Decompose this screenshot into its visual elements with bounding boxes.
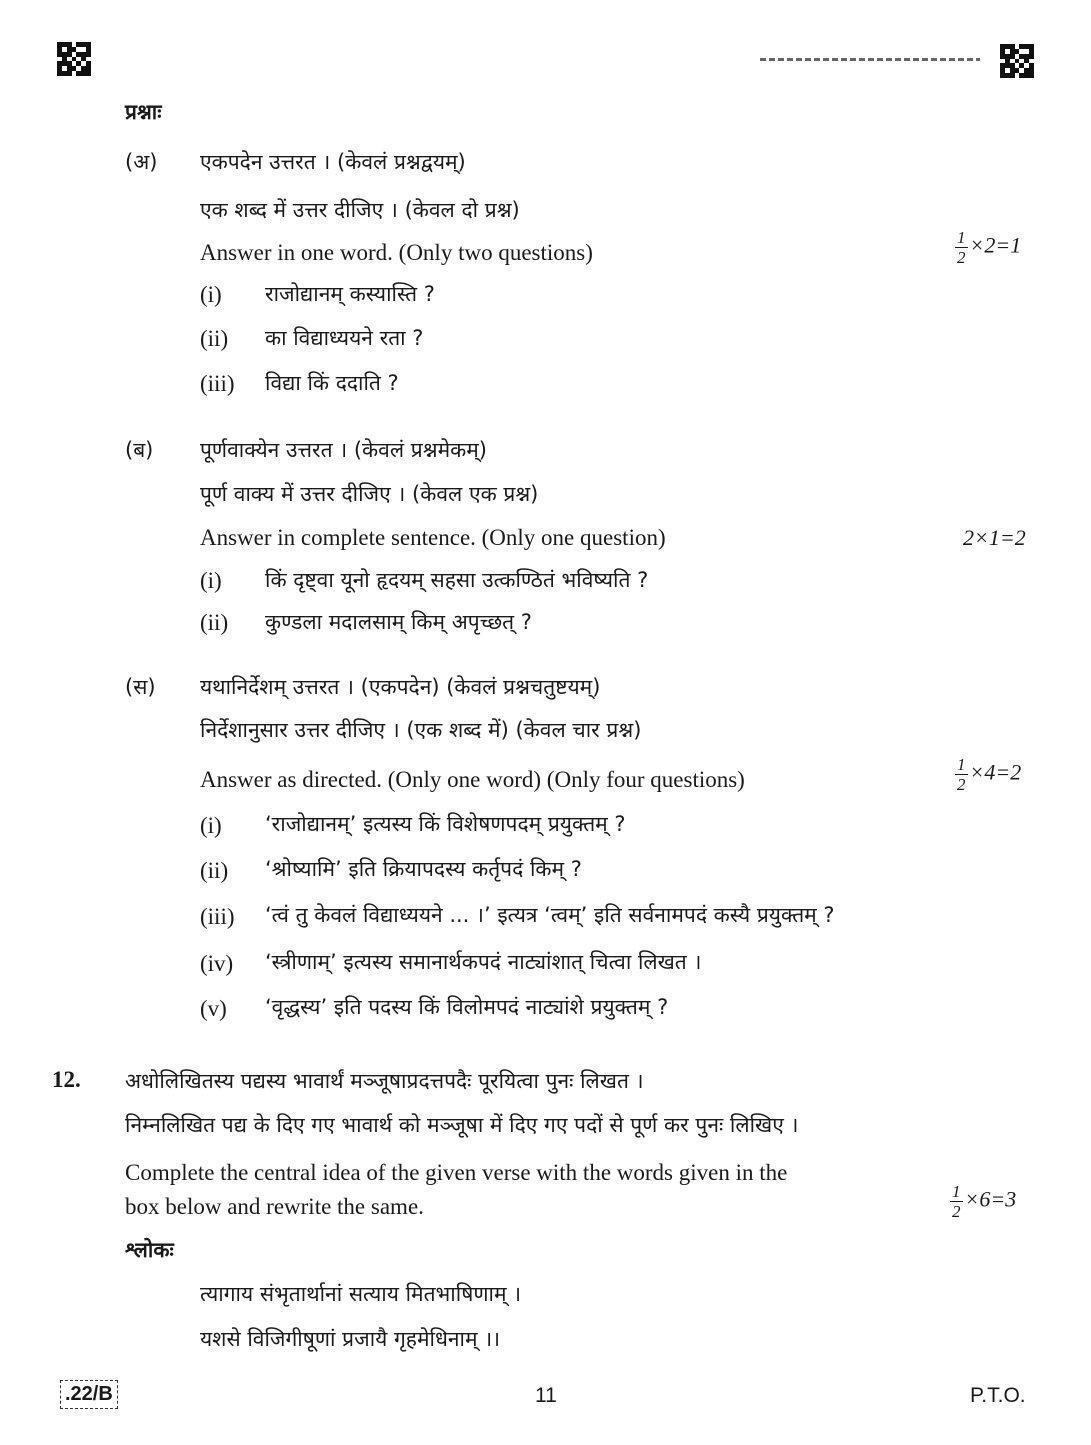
question-12-hindi: निम्नलिखित पद्य के दिए गए भावार्थ को मञ्जूषा में दिए गए पदों से पूर्ण कर पुनः लिखिए । <box>125 1113 799 1137</box>
question-12-english-line-2: box below and rewrite the same. <box>125 1194 424 1219</box>
section-a-item-number: (ii) <box>200 326 229 351</box>
section-c-item-text: ‘स्त्रीणाम्’ इत्यस्य समानार्थकपदं नाट्यांशात् चित्वा लिखत । <box>265 950 702 974</box>
section-c-item-number: (i) <box>200 813 222 838</box>
section-b-item-number: (ii) <box>200 610 229 635</box>
prashna-heading: प्रश्नाः <box>125 100 162 124</box>
section-c-item-number: (v) <box>200 996 227 1021</box>
section-c-marks: $\frac{1}{2}$ ×4=2 <box>957 755 1022 794</box>
section-b-hindi: पूर्ण वाक्य में उत्तर दीजिए । (केवल एक प्रश्न) <box>200 482 539 506</box>
section-a-item-number: (iii) <box>200 371 235 396</box>
qr-code-left-icon <box>57 42 91 76</box>
page-number: 11 <box>535 1384 557 1407</box>
section-a-english: Answer in one word. (Only two questions) <box>200 240 593 265</box>
section-a-item-text: राजोद्यानम् कस्यास्ति ? <box>265 282 435 306</box>
section-a-item-text: विद्या किं ददाति ? <box>265 371 399 395</box>
section-a-sanskrit: एकपदेन उत्तरत । (केवलं प्रश्नद्वयम्) <box>200 150 466 174</box>
section-c-hindi: निर्देशानुसार उत्तर दीजिए । (एक शब्द में) (केवल चार प्रश्न) <box>200 718 642 742</box>
section-c-item-number: (iii) <box>200 904 235 929</box>
question-12-marks: $\frac{1}{2}$ ×6=3 <box>952 1182 1017 1221</box>
section-c-item-number: (iv) <box>200 951 234 976</box>
question-12-number: 12. <box>52 1067 81 1092</box>
qr-code-right-icon <box>1000 44 1034 78</box>
question-12-english-line-1: Complete the central idea of the given verse with the words given in the <box>125 1160 788 1185</box>
section-b-english: Answer in complete sentence. (Only one question) <box>200 525 666 550</box>
section-c-item-text: ‘श्रोष्यामि’ इति क्रियापदस्य कर्तृपदं किम् ? <box>265 857 582 881</box>
section-b-item-text: कुण्डला मदालसाम् किम् अपृच्छत् ? <box>265 610 532 634</box>
section-c-label: (स) <box>125 675 156 699</box>
shlok-line-1: त्यागाय संभृतार्थानां सत्याय मितभाषिणाम् । <box>200 1282 522 1306</box>
section-c-english: Answer as directed. (Only one word) (Only four questions) <box>200 767 745 792</box>
section-c-item-number: (ii) <box>200 858 229 883</box>
shlok-line-2: यशसे विजिगीषूणां प्रजायै गृहमेधिनाम् ।। <box>200 1327 501 1351</box>
section-c-item-text: ‘वृद्धस्य’ इति पदस्य किं विलोमपदं नाट्यांशे प्रयुक्तम् ? <box>265 995 669 1019</box>
paper-code: .22/B <box>60 1380 118 1409</box>
section-a-item-text: का विद्याध्ययने रता ? <box>265 326 424 350</box>
section-b-sanskrit: पूर्णवाक्येन उत्तरत । (केवलं प्रश्नमेकम्) <box>200 438 488 462</box>
section-b-marks: 2×1=2 <box>963 525 1026 550</box>
section-b-label: (ब) <box>125 438 154 462</box>
section-b-item-text: किं दृष्ट्वा यूनो हृदयम् सहसा उत्कण्ठितं भविष्यति ? <box>265 568 649 592</box>
section-a-hindi: एक शब्द में उत्तर दीजिए । (केवल दो प्रश्न) <box>200 198 520 222</box>
section-b-item-number: (i) <box>200 568 222 593</box>
question-12-sanskrit: अधोलिखितस्य पद्यस्य भावार्थं मञ्जूषाप्रदत्तपदैः पूरयित्वा पुनः लिखत । <box>125 1069 644 1093</box>
shlok-label: श्लोकः <box>125 1238 174 1262</box>
pto-label: P.T.O. <box>970 1384 1026 1407</box>
section-c-item-text: ‘त्वं तु केवलं विद्याध्ययने ... ।’ इत्यत्र ‘त्वम्’ इति सर्वनामपदं कस्यै प्रयुक्तम् ? <box>265 903 835 927</box>
section-c-sanskrit: यथानिर्देशम् उत्तरत । (एकपदेन) (केवलं प्रश्नचतुष्टयम्) <box>200 675 601 699</box>
section-a-label: (अ) <box>125 150 158 174</box>
header-dotted-line <box>760 58 980 61</box>
section-a-marks: $\frac{1}{2}$ ×2=1 <box>957 228 1022 267</box>
section-c-item-text: ‘राजोद्यानम्’ इत्यस्य किं विशेषणपदम् प्रयुक्तम् ? <box>265 812 626 836</box>
section-a-item-number: (i) <box>200 282 222 307</box>
